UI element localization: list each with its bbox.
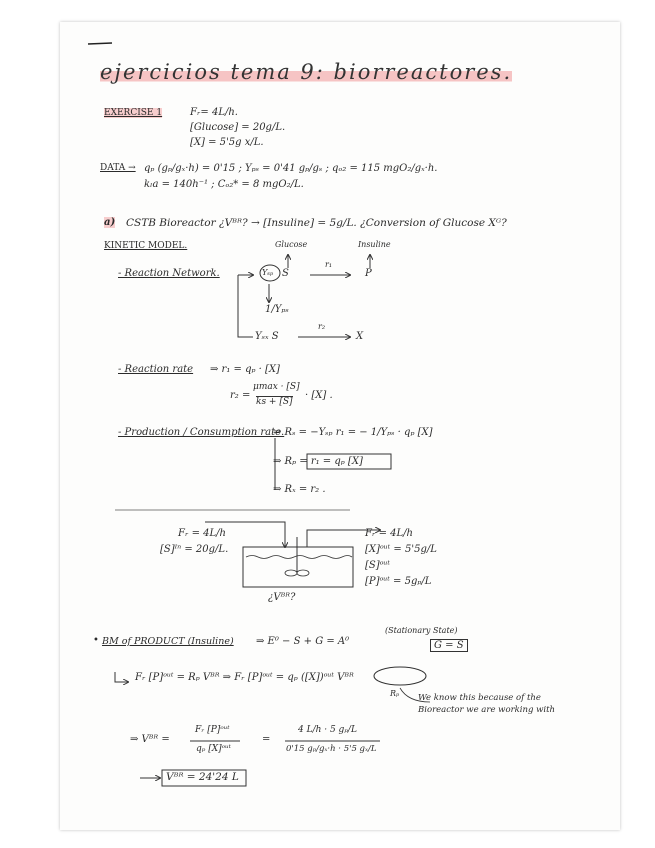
rp-annotation: Rₚ <box>390 689 400 698</box>
data-label: DATA → <box>100 163 136 173</box>
steady-state-note: (Stationary State) <box>385 626 458 635</box>
fraction1-numerator: Fᵣ [P]ᵒᵘᵗ <box>195 725 230 735</box>
rate-r2-right: · [X] . <box>305 390 333 401</box>
ysx-label: Yₛₓ S <box>255 331 279 342</box>
production-label: - Production / Consumption rate. <box>118 427 285 438</box>
balance-comment: We know this because of the Bioreactor we are working with <box>418 693 556 715</box>
balance-label: BM of PRODUCT (Insuline) <box>102 636 234 647</box>
reactor-out-product: [P]ᵒᵘᵗ = 5gₚ/L <box>365 576 432 587</box>
production-rp: ⇒ Rₚ = r₁ = qₚ [X] <box>273 456 363 467</box>
reactor-outflow: Fᵣ = 4L/h <box>365 528 413 539</box>
production-rx: ⇒ Rₓ = r₂ . <box>273 484 326 495</box>
rate-r2-left: r₂ = <box>230 390 251 401</box>
balance-line-2: Fᵣ [P]ᵒᵘᵗ = Rₚ Vᴮᴿ ⇒ Fᵣ [P]ᵒᵘᵗ = qₚ ([X])ᵒᵘᵗ Vᴮᴿ <box>135 672 354 683</box>
product-label: P <box>365 268 372 279</box>
reactor-inflow: Fᵣ = 4L/h <box>178 528 226 539</box>
fraction2-denominator: 0'15 gₚ/gₓ·h · 5'5 gₓ/L <box>286 744 377 754</box>
part-a-label: a) <box>104 217 116 228</box>
glucose-label: Glucose <box>275 240 308 249</box>
kinetic-model-label: KINETIC MODEL. <box>104 241 188 251</box>
reaction-rate-label: - Reaction rate <box>118 364 194 375</box>
network-label: - Reaction Network. <box>118 268 220 279</box>
bullet: • <box>93 635 99 646</box>
insuline-label: Insuline <box>358 240 391 249</box>
rate-r2-denominator: ks + [S] <box>256 397 293 407</box>
balance-result: G = S <box>430 639 468 652</box>
reactor-out-biomass: [X]ᵒᵘᵗ = 5'5g/L <box>365 544 437 555</box>
data-line-1: qₚ (gₚ/gₓ·h) = 0'15 ; Yₚₛ = 0'41 gₚ/gₛ ; qₒ₂ = 115 mgO₂/gₓ·h. <box>144 163 438 174</box>
final-answer: Vᴮᴿ = 24'24 L <box>166 771 239 783</box>
reactor-inlet-conc: [S]ᴵⁿ = 20g/L. <box>160 544 229 555</box>
biomass-label: X <box>356 331 364 342</box>
given-flow: Fᵣ= 4L/h. <box>190 107 238 118</box>
rate-r2-numerator: μmax · [S] <box>253 382 300 392</box>
r2-label: r₂ <box>318 322 326 331</box>
data-line-2: kₗa = 140h⁻¹ ; Cₒ₂* = 8 mgO₂/L. <box>144 179 304 190</box>
production-rs: ⇒ Rₛ = −Yₛₚ r₁ = − 1/Yₚₛ · qₚ [X] <box>273 427 433 438</box>
given-glucose: [Glucose] = 20g/L. <box>190 122 286 133</box>
reactor-volume-question: ¿Vᴮᴿ? <box>268 592 296 603</box>
vbr-left: ⇒ Vᴮᴿ = <box>130 734 170 745</box>
notebook-page <box>60 22 620 830</box>
fraction2-numerator: 4 L/h · 5 gₚ/L <box>298 725 357 735</box>
page-title: ejercicios tema 9: biorreactores. <box>100 60 513 84</box>
rate-r1: ⇒ r₁ = qₚ · [X] <box>210 364 280 375</box>
reactor-out-substrate: [S]ᵒᵘᵗ <box>365 560 390 571</box>
r1-label: r₁ <box>325 260 333 269</box>
balance-equation: ⇒ E⁰ − S + G = A⁰ <box>256 636 350 647</box>
ysp-label: Yₛₚ <box>262 268 274 277</box>
part-a-question: CSTB Bioreactor ¿Vᴮᴿ? → [Insuline] = 5g/L. ¿Conversion of Glucose Xᴳ? <box>126 217 507 229</box>
equals-sign: = <box>262 734 271 745</box>
substrate-label: S <box>282 268 289 279</box>
fraction1-denominator: qₚ [X]ᵒᵘᵗ <box>196 744 231 754</box>
given-biomass: [X] = 5'5g x/L. <box>190 137 264 148</box>
exercise-label: EXERCISE 1 <box>104 108 163 118</box>
one-over-yps: 1/Yₚₛ <box>265 304 289 315</box>
